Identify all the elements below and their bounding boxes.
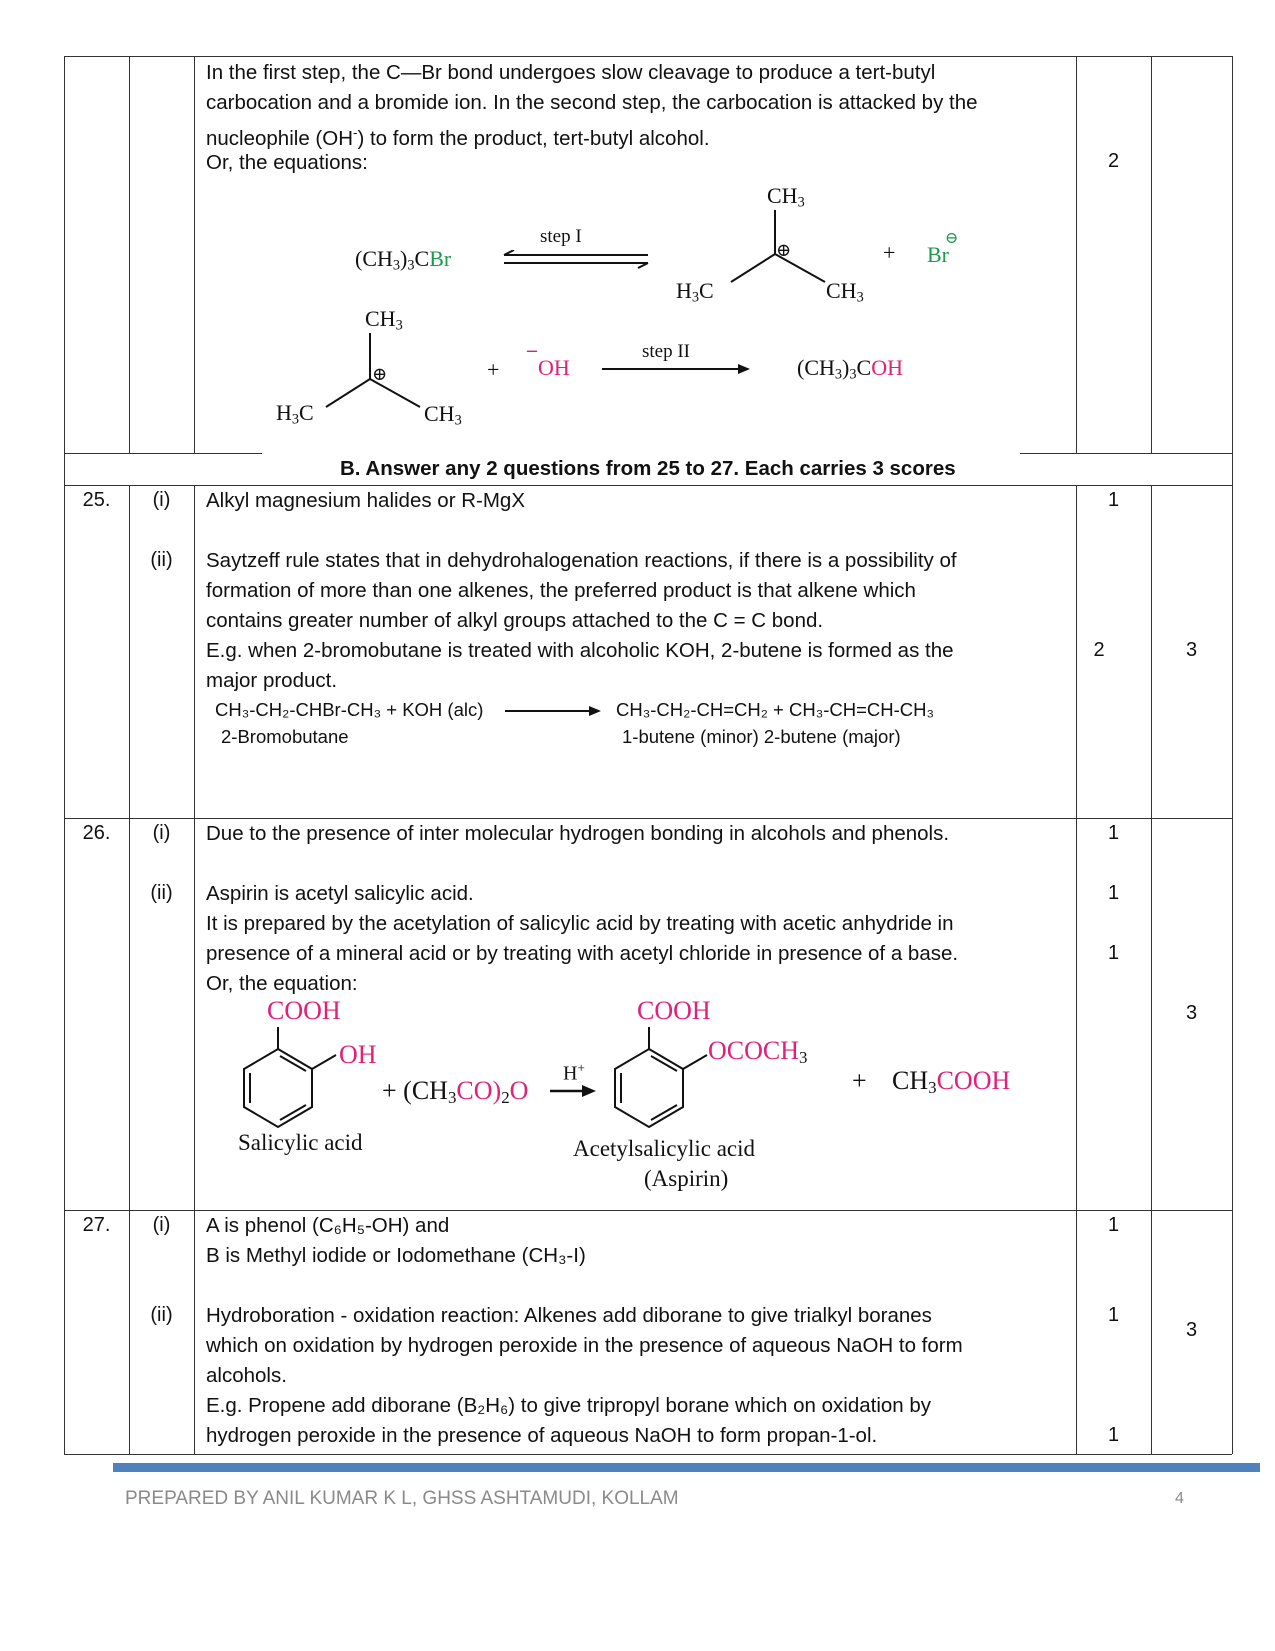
salicylic-benzene-ring xyxy=(236,1025,346,1130)
q25-ii-line-4: E.g. when 2-bromobutane is treated with alcoholic KOH, 2-butene is formed as the xyxy=(206,639,954,662)
aspirin-plus: + xyxy=(852,1066,867,1095)
q27-i-line-1: A is phenol (C₆H₅-OH) and xyxy=(206,1214,450,1237)
q26-i-text: Due to the presence of inter molecular hydrogen bonding in alcohols and phenols. xyxy=(206,822,950,845)
q25-ii-line-2: formation of more than one alkenes, the preferred product is that alkene which xyxy=(206,579,916,602)
acetic-acid: $CH_3COOH$ xyxy=(892,1066,1011,1098)
q27-i-line-2: B is Methyl iodide or Iodomethane (CH₃-I) xyxy=(206,1244,586,1267)
aspirin-benzene-ring xyxy=(607,1025,717,1130)
q26-i-label: (i) xyxy=(152,822,171,844)
q24-line-1: In the first step, the C—Br bond undergoes slow cleavage to produce a tert-butyl xyxy=(206,61,936,84)
q27-ii-line-5: hydrogen peroxide in the presence of aqueous NaOH to form propan-1-ol. xyxy=(206,1424,878,1447)
q24-line-2: carbocation and a bromide ion. In the second step, the carbocation is attacked by the xyxy=(206,91,978,114)
carbocation1-charge: ⊕ xyxy=(776,240,792,260)
q26-total: 3 xyxy=(1185,1002,1198,1024)
carbocation2-ch3-right: $CH_3$ xyxy=(424,401,462,429)
footer-accent-bar xyxy=(113,1463,1260,1472)
q26-number: 26. xyxy=(82,822,111,844)
carbocation1-ch3-right: $CH_3$ xyxy=(826,278,864,306)
hydroxide-bar: – xyxy=(527,339,537,361)
q26-score-1: 1 xyxy=(1107,882,1120,904)
equilibrium-arrow xyxy=(498,250,656,270)
eq2-plus: + xyxy=(487,357,500,382)
q25-ii-label: (ii) xyxy=(150,549,173,571)
q24-line-3: nucleophile (OH-) to form the product, tert-butyl alcohol. xyxy=(206,125,710,150)
carbocation2-h3c: $H_3C$ xyxy=(276,400,314,428)
q25-label-left: 2-Bromobutane xyxy=(221,726,349,747)
q27-ii-line-1: Hydroboration - oxidation reaction: Alkenes add diborane to give trialkyl boranes xyxy=(206,1304,932,1327)
q27-ii-line-4: E.g. Propene add diborane (B₂H₆) to give tripropyl borane which on oxidation by xyxy=(206,1394,932,1417)
eq2-arrow-label: step II xyxy=(642,341,691,362)
aspirin-arrow xyxy=(550,1084,598,1098)
salicylic-oh: OH xyxy=(339,1040,377,1069)
eq1-plus: + xyxy=(883,240,896,265)
q26-ii-label: (ii) xyxy=(150,882,173,904)
q27-ii-label: (ii) xyxy=(150,1304,173,1326)
aspirin-cooh: COOH xyxy=(637,996,711,1025)
q27-ii-score-a: 1 xyxy=(1107,1304,1120,1326)
q25-i-label: (i) xyxy=(152,489,171,511)
q25-eq-right: CH₃-CH₂-CH=CH₂ + CH₃-CH=CH-CH₃ xyxy=(616,699,935,720)
aspirin-label-1: Acetylsalicylic acid xyxy=(573,1136,756,1161)
q25-ii-line-3: contains greater number of alkyl groups attached to the C = C bond. xyxy=(206,609,824,632)
acetic-anhydride: + $(CH_3CO)_2O$ xyxy=(382,1076,529,1108)
q25-number: 25. xyxy=(82,489,111,511)
q26-ii-line-1: Aspirin is acetyl salicylic acid. xyxy=(206,882,474,905)
q25-eq-left: CH₃-CH₂-CHBr-CH₃ + KOH (alc) xyxy=(215,699,484,720)
q25-label-right: 1-butene (minor) 2-butene (major) xyxy=(622,726,901,747)
q27-ii-score-b: 1 xyxy=(1107,1424,1120,1446)
section-b-heading: B. Answer any 2 questions from 25 to 27. Each carries 3 scores xyxy=(340,457,956,480)
q25-ii-line-5: major product. xyxy=(206,669,338,692)
eq1-reactant: $(CH_3)_3CBr$ xyxy=(355,246,452,274)
step2-arrow xyxy=(602,362,754,376)
q26-ii-line-2: It is prepared by the acetylation of salicylic acid by treating with acetic anhydride in xyxy=(206,912,954,935)
q25-total: 3 xyxy=(1185,639,1198,661)
q25-ii-score: 2 xyxy=(1093,639,1105,661)
q24-score: 2 xyxy=(1107,150,1120,172)
carbocation2-ch3-top: $CH_3$ xyxy=(365,306,403,334)
carbocation1-ch3-top: $CH_3$ xyxy=(767,183,805,211)
carbocation2-charge: ⊕ xyxy=(372,364,388,384)
q27-number: 27. xyxy=(82,1214,111,1236)
aspirin-label-2: (Aspirin) xyxy=(644,1166,729,1191)
q27-ii-line-3: alcohols. xyxy=(206,1364,287,1387)
q27-total: 3 xyxy=(1185,1319,1198,1341)
bromide-charge: ⊖ xyxy=(945,230,959,247)
q27-ii-line-2: which on oxidation by hydrogen peroxide in the presence of aqueous NaOH to form xyxy=(206,1334,963,1357)
eq1-arrow-label: step I xyxy=(540,226,582,247)
hydroxide-ion: OH xyxy=(538,355,570,380)
q24-line-4: Or, the equations: xyxy=(206,151,368,174)
q27-i-label: (i) xyxy=(152,1214,171,1236)
q25-i-score: 1 xyxy=(1107,489,1120,511)
q25-eq-arrow xyxy=(505,704,607,718)
tert-butyl-alcohol: $(CH_3)_3COH$ xyxy=(797,355,903,383)
q25-ii-line-1: Saytzeff rule states that in dehydrohalogenation reactions, if there is a possibility of xyxy=(206,549,957,572)
salicylic-label: Salicylic acid xyxy=(238,1130,363,1155)
q25-i-text: Alkyl magnesium halides or R-MgX xyxy=(206,489,526,512)
bromide-ion: Br xyxy=(927,242,949,267)
footer-credit: PREPARED BY ANIL KUMAR K L, GHSS ASHTAMUDI, KOLLAM xyxy=(125,1488,679,1509)
q26-score-2: 1 xyxy=(1107,942,1120,964)
q26-ii-line-3: presence of a mineral acid or by treating with acetyl chloride in presence of a base. xyxy=(206,942,959,965)
page-number: 4 xyxy=(1175,1490,1184,1507)
q27-i-score: 1 xyxy=(1107,1214,1120,1236)
carbocation1-h3c: $H_3C$ xyxy=(676,278,714,306)
q26-ii-line-4: Or, the equation: xyxy=(206,972,358,995)
aspirin-ococh3: $OCOCH_3$ xyxy=(708,1036,808,1068)
q26-i-score: 1 xyxy=(1107,822,1120,844)
salicylic-cooh: COOH xyxy=(267,996,341,1025)
catalyst: H+ xyxy=(563,1060,585,1085)
